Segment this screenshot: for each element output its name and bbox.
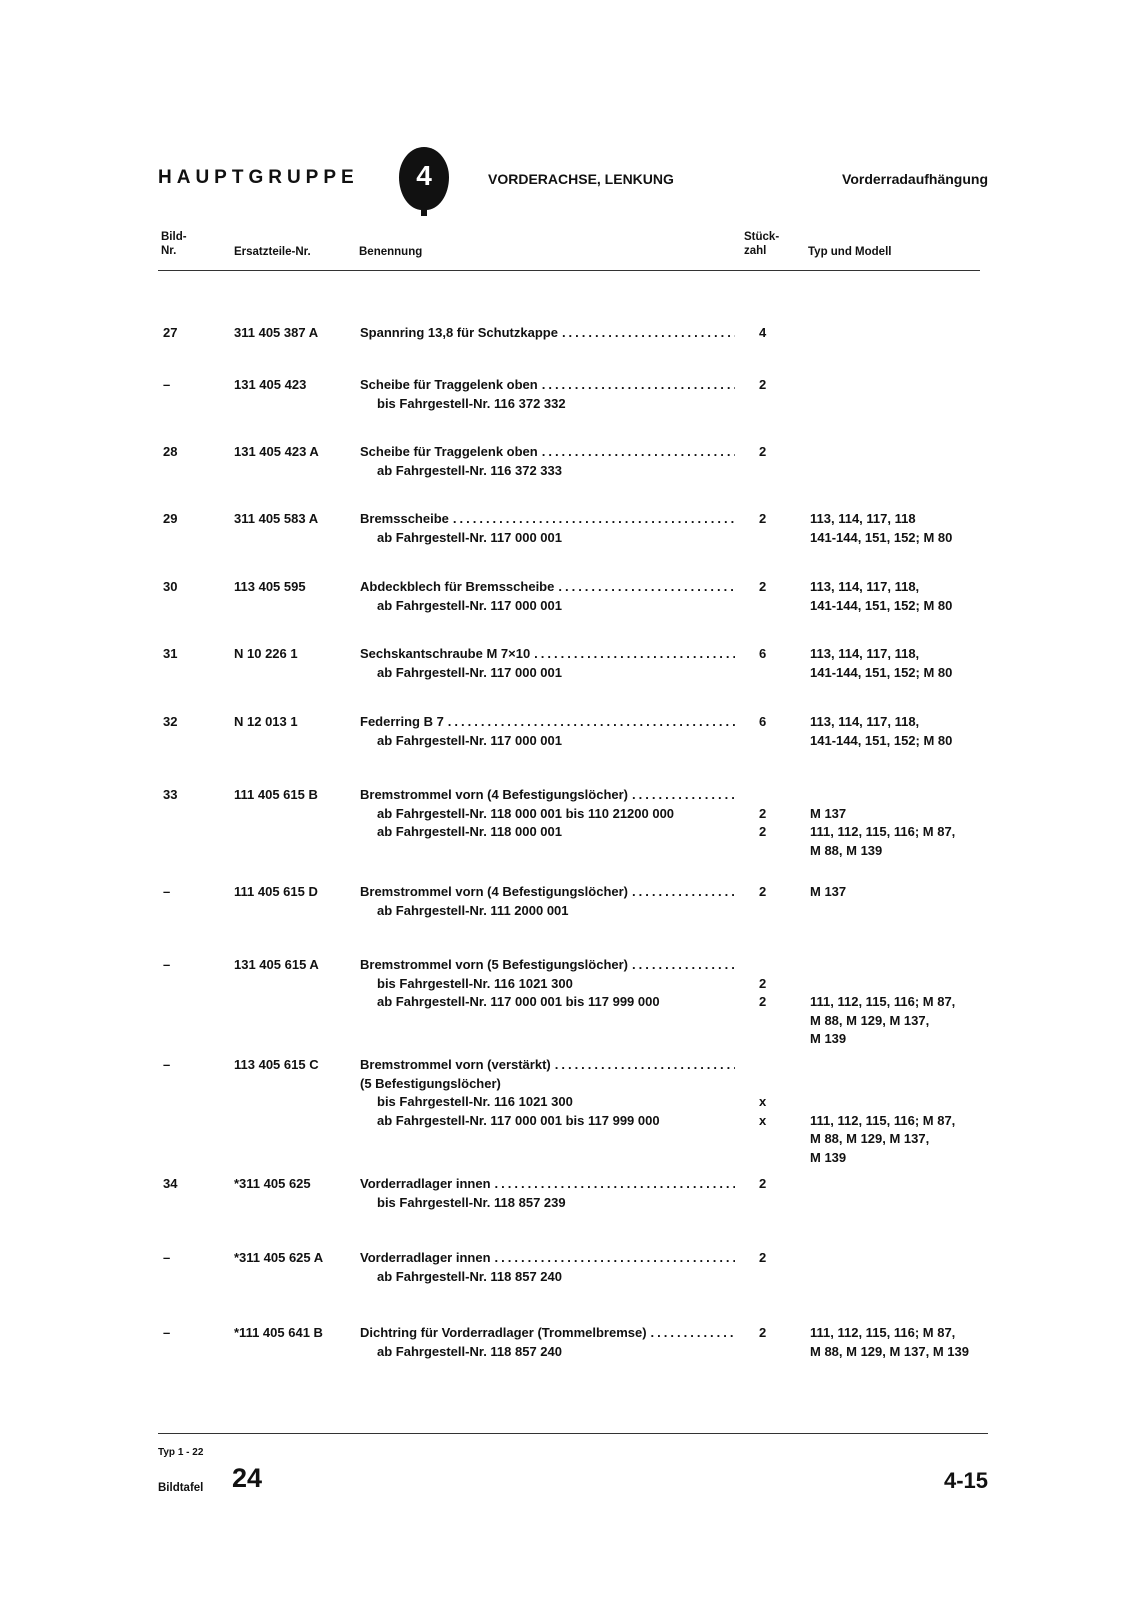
footer-divider: [158, 1433, 988, 1434]
quantity-value: 2: [759, 1325, 767, 1340]
type-model-line: M 88, M 129, M 137, M 139: [810, 1343, 969, 1359]
column-header-typ: Typ und Modell: [808, 246, 892, 258]
quantity-value: 2: [759, 579, 767, 594]
description-line: ab Fahrgestell-Nr. 116 372 333: [377, 462, 562, 478]
quantity-value: 6: [759, 714, 767, 729]
type-model: [810, 578, 1010, 615]
quantity: [759, 1056, 799, 1130]
subsection-title: Vorderradaufhängung: [842, 171, 988, 187]
description: [360, 1056, 735, 1130]
page-number: 4-15: [944, 1468, 989, 1493]
quantity-value: 2: [759, 511, 767, 526]
quantity: [759, 578, 799, 597]
bild-nr: 27: [163, 325, 178, 340]
bild-nr: –: [163, 377, 171, 392]
quantity-value: [759, 1075, 799, 1094]
leader-dots: [555, 1056, 735, 1075]
description-title: [360, 883, 735, 902]
group-number-badge: 4: [399, 147, 449, 210]
part-number: N 12 013 1: [234, 714, 298, 729]
footer-bildtafel-label: Bildtafel: [158, 1482, 204, 1494]
description-line: ab Fahrgestell-Nr. 117 000 001: [377, 529, 562, 545]
type-model-line: 141-144, 151, 152; M 80: [810, 664, 953, 680]
description: [360, 956, 735, 1012]
description-line: (5 Befestigungslöcher): [360, 1075, 501, 1091]
section-title: VORDERACHSE, LENKUNG: [488, 171, 674, 187]
quantity: [759, 713, 799, 732]
type-model: [810, 510, 1010, 547]
quantity: [759, 786, 799, 842]
description-text: Bremstrommel vorn (5 Befestigungslöcher): [360, 957, 629, 972]
type-model-line: 111, 112, 115, 116; M 87,: [810, 824, 956, 839]
description-line: ab Fahrgestell-Nr. 111 2000 001: [377, 902, 569, 918]
bild-nr: 34: [163, 1176, 178, 1191]
description-text: Scheibe für Traggelenk oben: [360, 444, 538, 459]
type-model-line: [810, 786, 1010, 805]
description-line: ab Fahrgestell-Nr. 118 857 240: [377, 1268, 562, 1284]
description-text: Scheibe für Traggelenk oben: [360, 377, 538, 392]
quantity: [759, 1324, 799, 1343]
column-header-ersatzteile: Ersatzteile-Nr.: [234, 246, 311, 258]
leader-dots: [632, 883, 735, 902]
type-model-line: 113, 114, 117, 118,: [810, 646, 920, 661]
bild-nr: 29: [163, 511, 178, 526]
description: [360, 510, 735, 547]
description-text: Bremstrommel vorn (verstärkt): [360, 1057, 551, 1072]
bild-nr: 32: [163, 714, 178, 729]
description: [360, 713, 735, 750]
leader-dots: [495, 1249, 735, 1268]
type-model-line: [810, 1093, 1010, 1112]
description: [360, 883, 735, 920]
description-line: ab Fahrgestell-Nr. 117 000 001 bis 117 999 000: [377, 994, 660, 1009]
quantity: [759, 1175, 799, 1194]
description-line: ab Fahrgestell-Nr. 118 000 001 bis 110 21200 000: [377, 805, 675, 821]
bild-nr: –: [163, 957, 171, 972]
quantity: [759, 956, 799, 1012]
leader-dots: [453, 510, 735, 529]
type-model: [810, 1056, 1010, 1167]
quantity-value: [759, 956, 799, 975]
leader-dots: [495, 1175, 735, 1194]
description-line: ab Fahrgestell-Nr. 118 857 240: [377, 1343, 562, 1359]
description-text: Bremstrommel vorn (4 Befestigungslöcher): [360, 787, 629, 802]
type-model-line: [810, 956, 1010, 975]
quantity-value: 2: [759, 1176, 767, 1191]
description-title: [360, 1249, 735, 1268]
type-model-line: 141-144, 151, 152; M 80: [810, 732, 953, 748]
description-line: bis Fahrgestell-Nr. 116 1021 300: [377, 1094, 573, 1109]
part-number: 311 405 387 A: [234, 325, 319, 340]
bild-nr: –: [163, 1250, 171, 1265]
description: [360, 1324, 735, 1361]
part-number: *111 405 641 B: [234, 1325, 323, 1340]
type-model-line: 111, 112, 115, 116; M 87,: [810, 1112, 956, 1128]
footer-bildtafel-number: 24: [232, 1463, 263, 1493]
quantity-value: 2: [759, 444, 767, 459]
description-text: Abdeckblech für Bremsscheibe: [360, 579, 555, 594]
type-model-line: M 139: [810, 1149, 847, 1165]
description-title: [360, 713, 735, 732]
description-title: [360, 956, 735, 975]
leader-dots: [651, 1324, 735, 1343]
bild-nr: –: [163, 1057, 171, 1072]
description-text: Sechskantschraube M 7×10: [360, 646, 531, 661]
part-number: *311 405 625 A: [234, 1250, 324, 1265]
description-title: [360, 578, 735, 597]
part-number: 131 405 423 A: [234, 444, 319, 459]
description: [360, 578, 735, 615]
description-line: ab Fahrgestell-Nr. 117 000 001: [377, 597, 562, 613]
description: [360, 1249, 735, 1286]
description-text: Vorderradlager innen: [360, 1250, 491, 1265]
quantity-value: 2: [759, 377, 767, 392]
type-model-line: 113, 114, 117, 118: [810, 511, 916, 526]
description-line: ab Fahrgestell-Nr. 117 000 001 bis 117 999 000: [377, 1112, 660, 1128]
description-title: [360, 376, 735, 395]
type-model-line: 113, 114, 117, 118,: [810, 714, 920, 729]
description-title: [360, 786, 735, 805]
description-text: Vorderradlager innen: [360, 1176, 491, 1191]
quantity-value: 6: [759, 646, 767, 661]
bild-nr: –: [163, 1325, 171, 1340]
description-text: Bremsscheibe: [360, 511, 449, 526]
quantity: [759, 883, 799, 902]
quantity-value: x: [759, 1112, 767, 1128]
description: [360, 324, 735, 343]
type-model-line: M 137: [810, 805, 847, 821]
quantity: [759, 443, 799, 462]
quantity-value: 4: [759, 325, 767, 340]
description-line: bis Fahrgestell-Nr. 116 372 332: [377, 395, 566, 411]
part-number: 111 405 615 D: [234, 884, 318, 899]
footer-typ: Typ 1 - 22: [158, 1447, 204, 1458]
part-number: N 10 226 1: [234, 646, 298, 661]
part-number: 111 405 615 B: [234, 787, 318, 802]
column-header-bild: Bild- Nr.: [161, 231, 187, 257]
description-line: ab Fahrgestell-Nr. 117 000 001: [377, 732, 562, 748]
type-model-line: [810, 1056, 1010, 1075]
description: [360, 376, 735, 413]
description-title: [360, 645, 735, 664]
type-model-line: M 88, M 129, M 137,: [810, 1131, 930, 1146]
quantity-value: 2: [759, 824, 767, 839]
type-model: [810, 1324, 1010, 1361]
quantity: [759, 376, 799, 395]
quantity: [759, 510, 799, 529]
part-number: 113 405 615 C: [234, 1057, 319, 1072]
description-title: [360, 1056, 735, 1075]
type-model: [810, 883, 1010, 902]
quantity-value: 2: [759, 805, 767, 821]
quantity-value: 2: [759, 1250, 767, 1265]
bild-nr: 28: [163, 444, 178, 459]
description: [360, 1175, 735, 1212]
part-number: 113 405 595: [234, 579, 306, 594]
type-model-line: 111, 112, 115, 116; M 87,: [810, 1325, 956, 1340]
description-title: [360, 1324, 735, 1343]
description-text: Spannring 13,8 für Schutzkappe: [360, 325, 558, 340]
type-model-line: M 88, M 139: [810, 842, 883, 858]
type-model: [810, 645, 1010, 682]
description: [360, 443, 735, 480]
quantity-value: 2: [759, 994, 767, 1009]
leader-dots: [542, 443, 735, 462]
type-model-line: M 137: [810, 884, 847, 899]
description-text: Federring B 7: [360, 714, 444, 729]
type-model: [810, 956, 1010, 1049]
bild-nr: 31: [163, 646, 178, 661]
part-number: 131 405 423: [234, 377, 307, 392]
leader-dots: [632, 956, 735, 975]
description-line: ab Fahrgestell-Nr. 118 000 001: [377, 824, 562, 839]
description-title: [360, 1175, 735, 1194]
description-title: [360, 324, 735, 343]
quantity: [759, 645, 799, 664]
type-model: [810, 713, 1010, 750]
quantity: [759, 1249, 799, 1268]
quantity: [759, 324, 799, 343]
description-title: [360, 443, 735, 462]
type-model-line: [810, 975, 1010, 994]
leader-dots: [542, 376, 735, 395]
type-model-line: M 88, M 129, M 137,: [810, 1012, 930, 1028]
description: [360, 786, 735, 842]
description-text: Bremstrommel vorn (4 Befestigungslöcher): [360, 884, 629, 899]
description-line: bis Fahrgestell-Nr. 116 1021 300: [377, 975, 573, 991]
column-header-stueckzahl: Stück- zahl: [744, 231, 780, 257]
description-line: bis Fahrgestell-Nr. 118 857 239: [377, 1194, 566, 1210]
part-number: 311 405 583 A: [234, 511, 319, 526]
type-model-line: 111, 112, 115, 116; M 87,: [810, 994, 956, 1009]
type-model-line: M 139: [810, 1031, 847, 1046]
description-text: Dichtring für Vorderradlager (Trommelbremse): [360, 1325, 647, 1340]
leader-dots: [562, 324, 735, 343]
bild-nr: 33: [163, 787, 178, 802]
type-model-line: 113, 114, 117, 118,: [810, 579, 920, 594]
description-line: ab Fahrgestell-Nr. 117 000 001: [377, 664, 562, 680]
quantity-value: [759, 786, 799, 805]
quantity-value: x: [759, 1094, 767, 1109]
quantity-value: 2: [759, 975, 767, 991]
type-model-line: [810, 1075, 1010, 1094]
leader-dots: [534, 645, 735, 664]
part-number: 131 405 615 A: [234, 957, 319, 972]
leader-dots: [632, 786, 735, 805]
leader-dots: [448, 713, 735, 732]
column-header-benennung: Benennung: [359, 246, 423, 258]
description-title: [360, 510, 735, 529]
type-model-line: 141-144, 151, 152; M 80: [810, 529, 953, 545]
type-model: [810, 786, 1010, 860]
leader-dots: [558, 578, 735, 597]
bild-nr: –: [163, 884, 171, 899]
description: [360, 645, 735, 682]
part-number: *311 405 625: [234, 1176, 311, 1191]
bild-nr: 30: [163, 579, 178, 594]
quantity-value: [759, 1056, 799, 1075]
type-model-line: 141-144, 151, 152; M 80: [810, 597, 953, 613]
quantity-value: 2: [759, 884, 767, 899]
group-label: HAUPTGRUPPE: [158, 167, 359, 188]
